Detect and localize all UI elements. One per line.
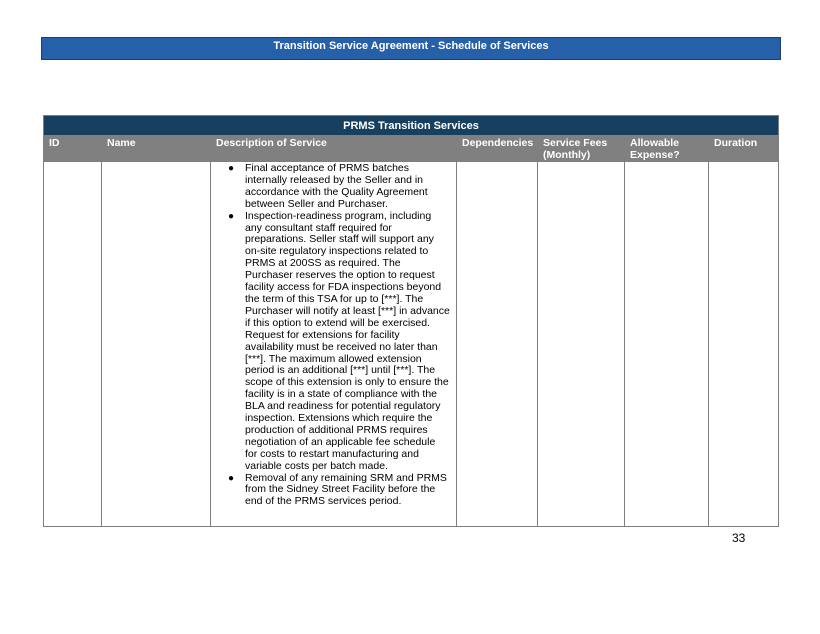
table-title: PRMS Transition Services	[44, 116, 779, 136]
document-header-banner	[41, 37, 781, 60]
page-number: 33	[732, 531, 746, 545]
table-header-row	[44, 136, 779, 162]
services-table	[43, 115, 779, 527]
cell-name	[102, 162, 211, 527]
column-header-dependencies: Dependencies	[457, 136, 538, 162]
column-header-service-fees: Service Fees (Monthly)	[538, 136, 625, 162]
column-header-name: Name	[102, 136, 211, 162]
bullet-text: Final acceptance of PRMS batches internally released by the Seller and in accordance with the Quality Agreement between Seller and Purchaser.	[245, 162, 428, 210]
bullet-icon: ●	[228, 210, 235, 222]
list-item	[228, 209, 450, 473]
banner-title: Transition Service Agreement - Schedule of Services	[273, 40, 549, 52]
table-row	[44, 162, 779, 527]
list-item	[228, 162, 450, 211]
table-title-row	[44, 116, 779, 136]
bullet-icon: ●	[228, 163, 235, 174]
bullet-text: Inspection-readiness program, including any consultant staff required for preparations. Seller staff will support any on-site regulatory inspections related to PRMS at 200SS as required. The Purchaser reserves the option to request facility access for FDA inspections beyond the term of this TSA for up to [***]. The Purchaser will notify at least [***] in advance if this option to extend will be exercised. Request for extensions for facility availability must be received no later than [***]. The maximum allowed extension period is an additional [***] until [***]. The scope of this extension is only to ensure the facility is in a state of compliance with the BLA and readiness for potential regulatory inspection. Extensions which require the production of additional PRMS requires negotiation of an applicable fee schedule for costs to restart manufacturing and variable costs per batch made.	[245, 209, 450, 472]
bullet-text: Removal of any remaining SRM and PRMS from the Sidney Street Facility before the end of the PRMS services period.	[245, 471, 447, 508]
cell-id	[44, 162, 102, 527]
cell-service-fees	[538, 162, 625, 527]
column-header-id: ID	[44, 136, 102, 162]
cell-dependencies	[457, 162, 538, 527]
cell-allowable-expense	[625, 162, 709, 527]
column-header-allowable-expense: Allowable Expense?	[625, 136, 709, 162]
column-header-description: Description of Service	[211, 136, 457, 162]
cell-description	[211, 162, 457, 527]
bullet-icon: ●	[228, 472, 235, 484]
cell-duration	[709, 162, 779, 527]
column-header-duration: Duration	[709, 136, 779, 162]
list-item	[228, 471, 450, 509]
description-bullet-list	[211, 163, 456, 508]
